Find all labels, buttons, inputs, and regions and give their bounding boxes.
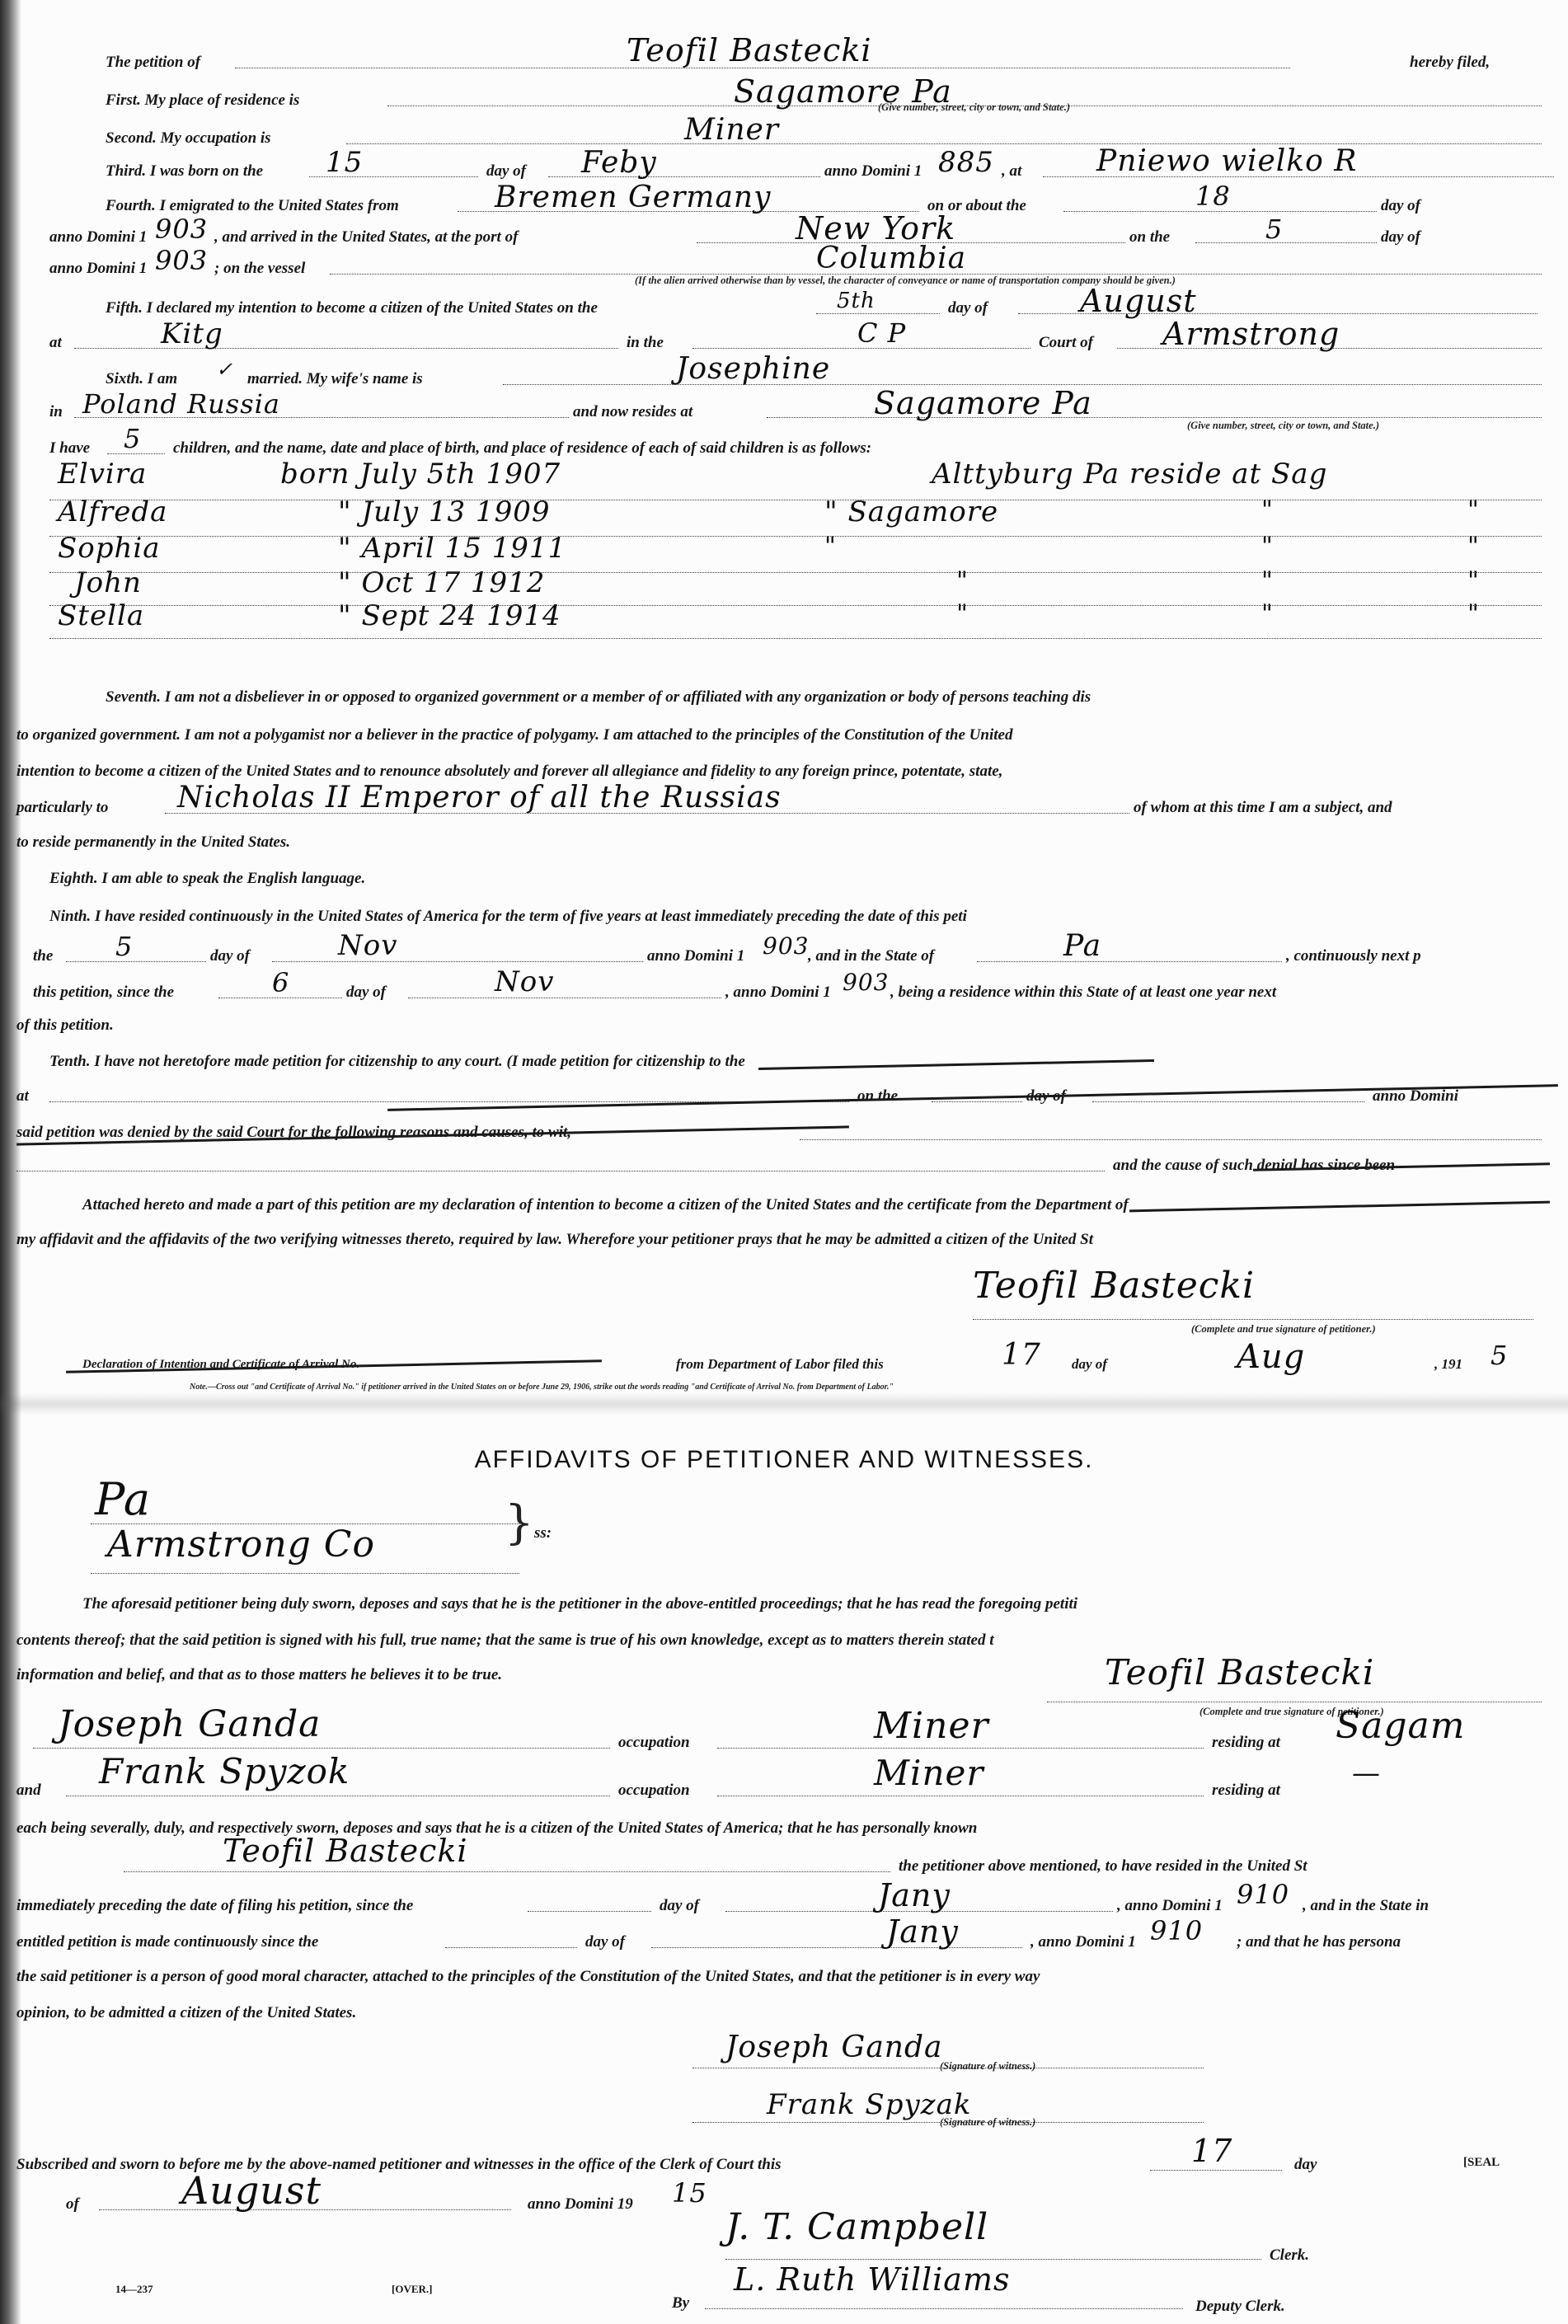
children-count: 5 — [124, 425, 142, 454]
seal-label: [SEAL — [1463, 2156, 1500, 2169]
vessel-note: (If the alien arrived otherwise than by vessel, the character of conveyance or name of transportation company should be given.) — [635, 275, 1176, 286]
witness-2-residence: — — [1352, 1757, 1381, 1790]
of-line: of August anno Domini 19 15 — [66, 2171, 707, 2213]
occupation-line: Second. My occupation is Miner — [0, 115, 1568, 150]
known-petitioner-name: Teofil Bastecki — [223, 1833, 468, 1869]
seventh-clause: Seventh. I am not a disbeliever in or opposed to organized government or a member of or affiliated with any organization or body of persons teaching dis — [106, 688, 1091, 706]
court-type: C P — [857, 318, 907, 349]
deputy-signature: L. Ruth Williams — [734, 2261, 1011, 2298]
sovereign-name: Nicholas II Emperor of all the Russias — [177, 783, 782, 815]
paper-fold — [0, 1393, 1568, 1415]
declared-day: 5th — [837, 289, 876, 313]
subscribed-text: Subscribed and sworn to before me by the above-named petitioner and witnesses in the office of the Clerk of Court this — [16, 2156, 782, 2173]
court-line: at Kitg in the C P Court of Armstrong — [0, 318, 1568, 353]
married-line: Sixth. I am ✓ married. My wife's name is Josephine — [0, 354, 1568, 389]
arrival-year: 903 — [155, 214, 209, 245]
tenth-clause: Tenth. I have not heretofore made petition for citizenship to any court. (I made petition for citizenship to the — [49, 1053, 745, 1070]
married-mark: ✓ — [216, 358, 234, 381]
naturalization-petition-page: The petition of Teofil Bastecki hereby filed, First. My place of residence is Sagamore Pa (Give number, street, city or town, and State.) Second. My occupation is Miner Third. I was born on the 15 day of Feby anno Domini 1 885 , at Pniewo wielko R Fourth. I emigrated to the United States from Bremen Germany on or about the 18 day of anno Domini 1 903 , and arrived in the United States, at the port of New York on the 5 day of anno Domini 1 903 ; on the vessel Columbia (If the alien arrived otherwise than by vessel, the character of conveyance or name of transportation company should be given.) Fifth. I declared my intention to become a citizen of the United States on the 5th day of August at Kitg in the C P Court of Armstrong Sixth. I am ✓ married. My wife's name is Josephine in Poland Russia and now resides at Sagamore Pa (Give number, street, city or town, and State.) I have 5 children, and the name, date and place of birth, and place of residence of each of said children is as follows: Elvira born July 5th 1907 Alttyburg Pa reside at Sag Alfreda " July 13 1909 " Sagamore " " Sophia " April 15 1911 " " " John " Oct 17 1912 " " " Stella " Sept 24 1914 " " " Seventh. I am not a disbeliever in or opposed to organized government or a member of or affiliated with any organization or body of persons teaching dis to organized government. I am not a polygamist nor a believer in the practice of polygamy. I am attached to the principles of the Constitution of the United intention to become a citizen of the United States and to renounce absolutely and forever all allegiance and fidelity to any foreign prince, potentate, state, particularly to Nicholas II Emperor of all the Russias of whom at this time I am a subject, and to reside permanently in the United States. Eighth. I am able to speak the English language. Ninth. I have resided continuously in the United States of America for the term of five years at least immediately preceding the date of this peti the 5 day of Nov anno Domini 1 903 , and in the State of Pa , continuously next p this petition, since the 6 day of Nov , anno Domini 1 903 , being a residence within this State of at least one year next of this petition. Tenth. I have not heretofore made petition for citizenship to any court. (I made petition for citizenship to the at on the day of anno Domini said petition was denied by the said Court for the following reasons and causes, to wit, and the cause of such denial has since been Attached hereto and made a part of this petition are my declaration of intention to become a citizen of the United States and the certificate from the Department of my affidavit and the affidavits of the two verifying witnesses thereto, required by law. Wherefore your petitioner prays that he may be admitted a citizen of the United St Teofil Bastecki (Complete and true signature of petitioner.) Declaration of Intention and Certificate of Arrival No. from Department of Labor filed this 17 day of Aug , 191 5 Note.—Cross out "and Certificate of Arrival No." if petitioner arrived in the United States on or before June 29, 1906, strike out the words reading "and Certificate of Arrival No. from Department of Labor." AFFIDAVITS OF PETITIONER AND WITNESSES. Pa Armstrong Co } ss: The aforesaid petitioner being duly sworn, deposes and says that he is the petitioner in the above-entitled proceedings; that he has read the foregoing petiti contents thereof; that the said petition is signed with his full, true name; that the same is true of his own knowledge, except as to matters therein stated t information and belief, and that as to those matters he believes it to be true. Teofil Bastecki (Complete and true signature of petitioner.) Joseph Ganda occupation Miner residing at Sagam and Frank Spyzok occupation Miner residing at — each being severally, duly, and respectively sworn, deposes and says that he is a citizen of the United States of America; that he has personally known Teofil Bastecki the petitioner above mentioned, to have resided in the United St immediately preceding the date of filing his petition, since the day of Jany , anno Domini 1 910 , and in the State in entitled petition is made continuously since the day of Jany , anno Domini 1 910 ; and that he has persona the said petitioner is a person of good moral character, attached to the principles of the Constitution of the United States, and that the petitioner is in every way opinion, to be admitted a citizen of the United States. Joseph Ganda (Signature of witness.) Frank Spyzak (Signature of witness.) Subscribed and sworn to before me by the above-named petitioner and witnesses in the office of the Clerk of Court this 17 day [SEAL of August anno Domini 19 15 J. T. Campbell Clerk. 14—237 [OVER.] By L. Ruth Williams Deputy Clerk. — [0, 0, 1568, 2324]
court-county: Armstrong — [1162, 318, 1340, 352]
subscribed-day: 17 — [1191, 2135, 1233, 2169]
emigrated-day: 18 — [1195, 183, 1231, 212]
over-label: [OVER.] — [392, 2283, 433, 2295]
wife-birthplace: Poland Russia — [82, 388, 280, 420]
arrival-port: New York — [796, 213, 956, 246]
emigrated-from: Bremen Germany — [495, 183, 772, 214]
declaration-filed-line: Declaration of Intention and Certificate of Arrival No. from Department of Labor filed this 17 day of Aug , 191 5 — [0, 1340, 1568, 1382]
child-row: John " Oct 17 1912 " " " — [74, 569, 1480, 599]
clerk-label: Clerk. — [1270, 2247, 1310, 2264]
residence-line: First. My place of residence is Sagamore Pa — [0, 76, 1568, 110]
arrival-day: 5 — [1265, 214, 1284, 245]
venue-state: Pa — [95, 1473, 152, 1525]
filed-day: 17 — [1002, 1340, 1041, 1372]
ninth-line-2: the 5 day of Nov anno Domini 1 903 , and in the State of Pa , continuously next p — [33, 932, 1421, 965]
residence-value: Sagamore Pa — [734, 76, 952, 110]
form-number: 14—237 — [115, 2283, 153, 2295]
occupation-value: Miner — [684, 115, 780, 147]
child-row: Alfreda " July 13 1909 " Sagamore " " — [58, 498, 1480, 528]
deputy-label: Deputy Clerk. — [1195, 2298, 1285, 2315]
subscribed-month: August — [181, 2171, 322, 2213]
birth-place: Pniewo wielko R — [1096, 147, 1358, 178]
declaration-note: Note.—Cross out "and Certificate of Arrival No." if petitioner arrived in the United States on or before June 29, 1906, strike out the words reading "and Certificate of Arrival No. from Department of Labor." — [190, 1383, 894, 1392]
wife-residence: Sagamore Pa — [874, 387, 1092, 421]
affidavits-title: AFFIDAVITS OF PETITIONER AND WITNESSES. — [474, 1446, 1094, 1473]
subscribed-line: Subscribed and sworn to before me by the above-named petitioner and witnesses in the office of the Clerk of Court this 17 day [SEAL — [16, 2135, 1500, 2173]
moral-character-text: the said petitioner is a person of good moral character, attached to the principles of the Constitution of the United States, and that the petitioner is in every way — [16, 1968, 1040, 1985]
tenth-line-2: at on the day of anno Domini — [16, 1087, 1459, 1105]
birth-month: Feby — [581, 147, 657, 180]
emigrated-line: Fourth. I emigrated to the United States from Bremen Germany on or about the 18 day of — [106, 183, 1421, 214]
witness-2-name: Frank Spyzok — [99, 1753, 350, 1791]
arrived-line: anno Domini 1 903 , and arrived in the United States, at the port of New York on the 5 day of — [49, 213, 1421, 246]
witness-2-signature: Frank Spyzak — [767, 2088, 972, 2121]
wife-born-line: in Poland Russia and now resides at Sagamore Pa — [0, 387, 1568, 422]
children-intro-line: I have 5 children, and the name, date and place of birth, and place of residence of each of said children is as follows: — [49, 425, 872, 457]
child-row: Stella " Sept 24 1914 " " " — [58, 602, 1480, 632]
entitled-line: entitled petition is made continuously since the day of Jany , anno Domini 1 910 ; and that he has persona — [16, 1914, 1401, 1951]
witness-1-residence: Sagam — [1336, 1707, 1466, 1747]
attached-clause: Attached hereto and made a part of this petition are my declaration of intention to become a citizen of the United States and the certificate from the Department of — [82, 1196, 1129, 1214]
born-line: Third. I was born on the 15 day of Feby anno Domini 1 885 , at Pniewo wielko R — [0, 147, 1568, 181]
child-row: Sophia " April 15 1911 " " " — [58, 534, 1480, 565]
allegiance-line: particularly to Nicholas II Emperor of all the Russias of whom at this time I am a subject, and — [16, 783, 1392, 816]
witness-oath-text: each being severally, duly, and respectively sworn, deposes and says that he is a citizen of the United States of America; that he has personally known — [16, 1819, 978, 1837]
petitioner-signature: Teofil Bastecki — [973, 1265, 1256, 1307]
birth-day: 15 — [326, 147, 364, 179]
affidavit-text: The aforesaid petitioner being duly sworn, deposes and says that he is the petitioner in the above-entitled proceedings; that he has read the foregoing petiti — [82, 1595, 1078, 1613]
petitioner-line: The petition of Teofil Bastecki hereby filed, — [106, 35, 1491, 69]
clerk-signature: J. T. Campbell — [725, 2206, 989, 2248]
wife-name: Josephine — [676, 354, 831, 386]
filed-month: Aug — [1237, 1340, 1306, 1376]
wife-residence-note: (Give number, street, city or town, and State.) — [1187, 420, 1379, 431]
ninth-clause: Ninth. I have resided continuously in the United States of America for the term of five years at least immediately preceding the date of this peti — [49, 908, 967, 925]
child-row: Elvira born July 5th 1907 Alttyburg Pa reside at Sag — [58, 460, 1328, 491]
witness-1-name: Joseph Ganda — [58, 1707, 322, 1745]
venue-ss: ss: — [534, 1524, 552, 1542]
witness-1-line: Joseph Ganda occupation Miner residing at Sagam — [0, 1707, 1568, 1753]
witness-2-occupation: Miner — [874, 1753, 984, 1793]
residence-note: (Give number, street, city or town, and State.) — [878, 101, 1070, 113]
vessel-name: Columbia — [816, 244, 967, 275]
venue-county: Armstrong Co — [107, 1524, 375, 1566]
birth-year: 885 — [938, 147, 994, 179]
petitioner-name: Teofil Bastecki — [627, 35, 872, 68]
witness-1-occupation: Miner — [874, 1707, 989, 1747]
vessel-line: anno Domini 1 903 ; on the vessel Columbia — [0, 244, 1568, 279]
court-city: Kitg — [161, 318, 223, 350]
witness-2-line: and Frank Spyzok occupation Miner residing at — — [16, 1753, 1381, 1799]
eighth-clause: Eighth. I am able to speak the English language. — [49, 870, 366, 887]
ninth-line-3: this petition, since the 6 day of Nov , anno Domini 1 903 , being a residence within this State of at least one year next — [33, 968, 1277, 1001]
witness-1-signature: Joseph Ganda — [725, 2031, 943, 2064]
declared-line: Fifth. I declared my intention to become a citizen of the United States on the 5th day of August — [0, 285, 1568, 320]
vessel-year: 903 — [155, 245, 209, 276]
declared-month: August — [1080, 285, 1197, 319]
affidavit-petitioner-signature: Teofil Bastecki — [1105, 1652, 1375, 1693]
signature-note: (Complete and true signature of petitioner.) — [1191, 1323, 1376, 1335]
immediately-line: immediately preceding the date of filing his petition, since the day of Jany , anno Domini 1 910 , and in the State in — [16, 1878, 1430, 1914]
